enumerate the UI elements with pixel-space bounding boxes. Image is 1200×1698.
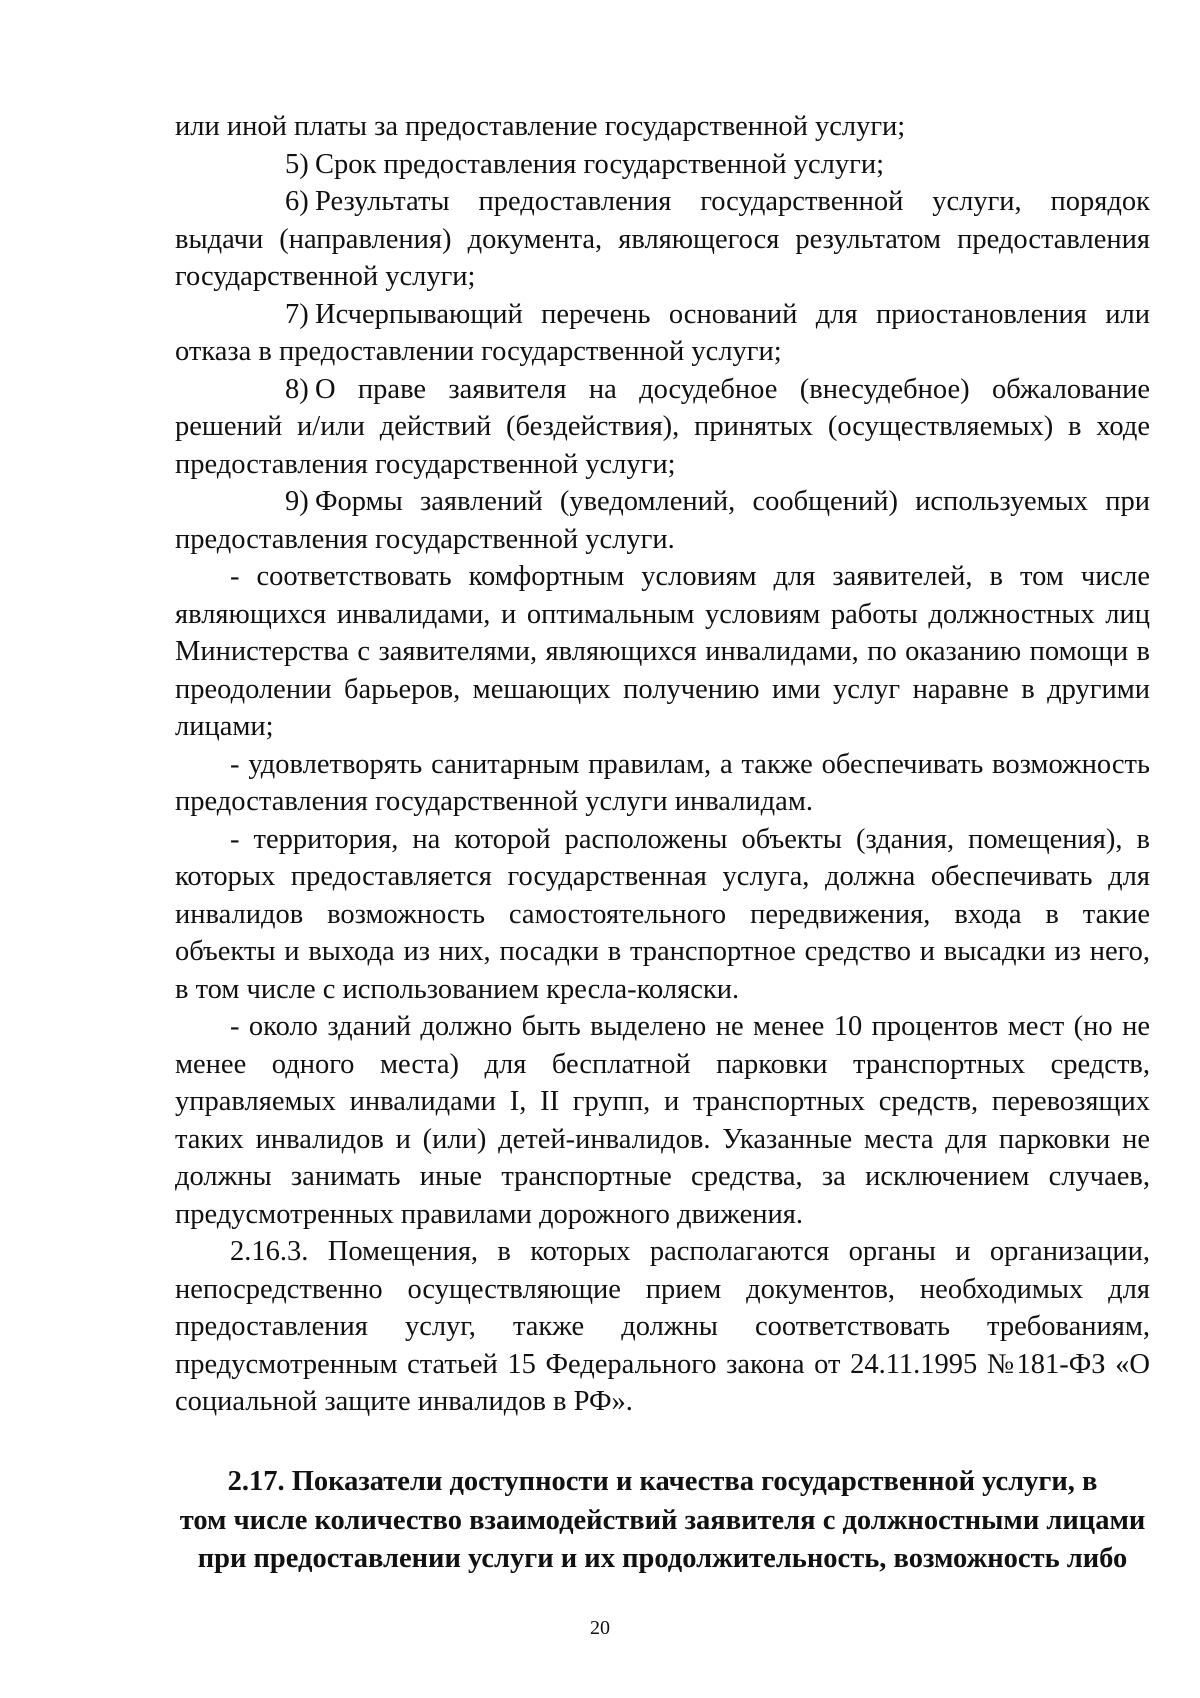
page-number: 20: [590, 1617, 610, 1639]
list-item-8: [175, 371, 1150, 484]
heading-line: том числе количество взаимодействий заявителя с должностными лицами: [179, 1504, 1146, 1536]
list-item-6: [175, 183, 1150, 296]
list-item-number: 5): [285, 148, 309, 180]
list-item-text: Результаты предоставления государственной услуги, порядок выдачи (направления) документа, являющегося результатом предоставления государственной услуги;: [175, 186, 1150, 292]
list-item-number: 7): [285, 298, 309, 330]
document-body: [175, 108, 1150, 1421]
bullet-paragraph-sanitary: - удовлетворять санитарным правилам, а также обеспечивать возможность предоставления государственной услуги инвалидам.: [175, 748, 1150, 817]
paragraph-2-16-3: 2.16.3. Помещения, в которых располагаются органы и организации, непосредственно осуществляющие прием документов, необходимых для предоставления услуг, также должны соответствовать требованиям, предусмотренным статьей 15 Федерального закона от 24.11.1995 №181-ФЗ «О социальной защите инвалидов в РФ».: [175, 1236, 1150, 1417]
list-item-number: 6): [285, 186, 309, 217]
bullet-paragraph-territory: - территория, на которой расположены объекты (здания, помещения), в которых предоставляется государственная услуга, должна обеспечивать для инвалидов возможность самостоятельного передвижения, входа в такие объекты и выхода из них, посадки в транспортное средство и высадки из него, в том числе с использованием кресла-коляски.: [175, 823, 1150, 1005]
bullet-paragraph-comfort: - соответствовать комфортным условиям для заявителей, в том числе являющихся инвалидами, и оптимальным условиям работы должностных лиц Министерства с заявителями, являющихся инвалидами, по оказанию помощи в преодолении барьеров, мешающих получению ими услуг наравне в другими лицами;: [175, 561, 1150, 742]
list-item-9: [175, 483, 1150, 558]
paragraph-intro: или иной платы за предоставление государственной услуги;: [175, 111, 906, 142]
list-item-7: [175, 296, 1150, 371]
list-item-number: 8): [285, 373, 309, 405]
list-item-number: 9): [285, 486, 309, 517]
heading-line: 2.17. Показатели доступности и качества государственной услуги, в: [227, 1466, 1098, 1497]
list-item-text: Формы заявлений (уведомлений, сообщений) используемых при предоставления государственной услуги.: [175, 486, 1150, 555]
section-heading-2-17: [175, 1463, 1150, 1579]
list-item-text: Исчерпывающий перечень оснований для приостановления или отказа в предоставлении государственной услуги;: [175, 298, 1150, 367]
list-item-text: О праве заявителя на досудебное (внесудебное) обжалование решений и/или действий (бездействия), принятых (осуществляемых) в ходе предоставления государственной услуги;: [175, 373, 1150, 480]
list-item-text: Срок предоставления государственной услуги;: [315, 148, 884, 180]
bullet-paragraph-parking: - около зданий должно быть выделено не менее 10 процентов мест (но не менее одного места) для бесплатной парковки транспортных средств, управляемых инвалидами I, II групп, и транспортных средств, перевозящих таких инвалидов и (или) детей-инвалидов. Указанные места для парковки не должны занимать иные транспортные средства, за исключением случаев, предусмотренных правилами дорожного движения.: [175, 1011, 1150, 1230]
heading-line: при предоставлении услуги и их продолжительность, возможность либо: [197, 1543, 1128, 1574]
list-item-5: [175, 146, 1150, 184]
